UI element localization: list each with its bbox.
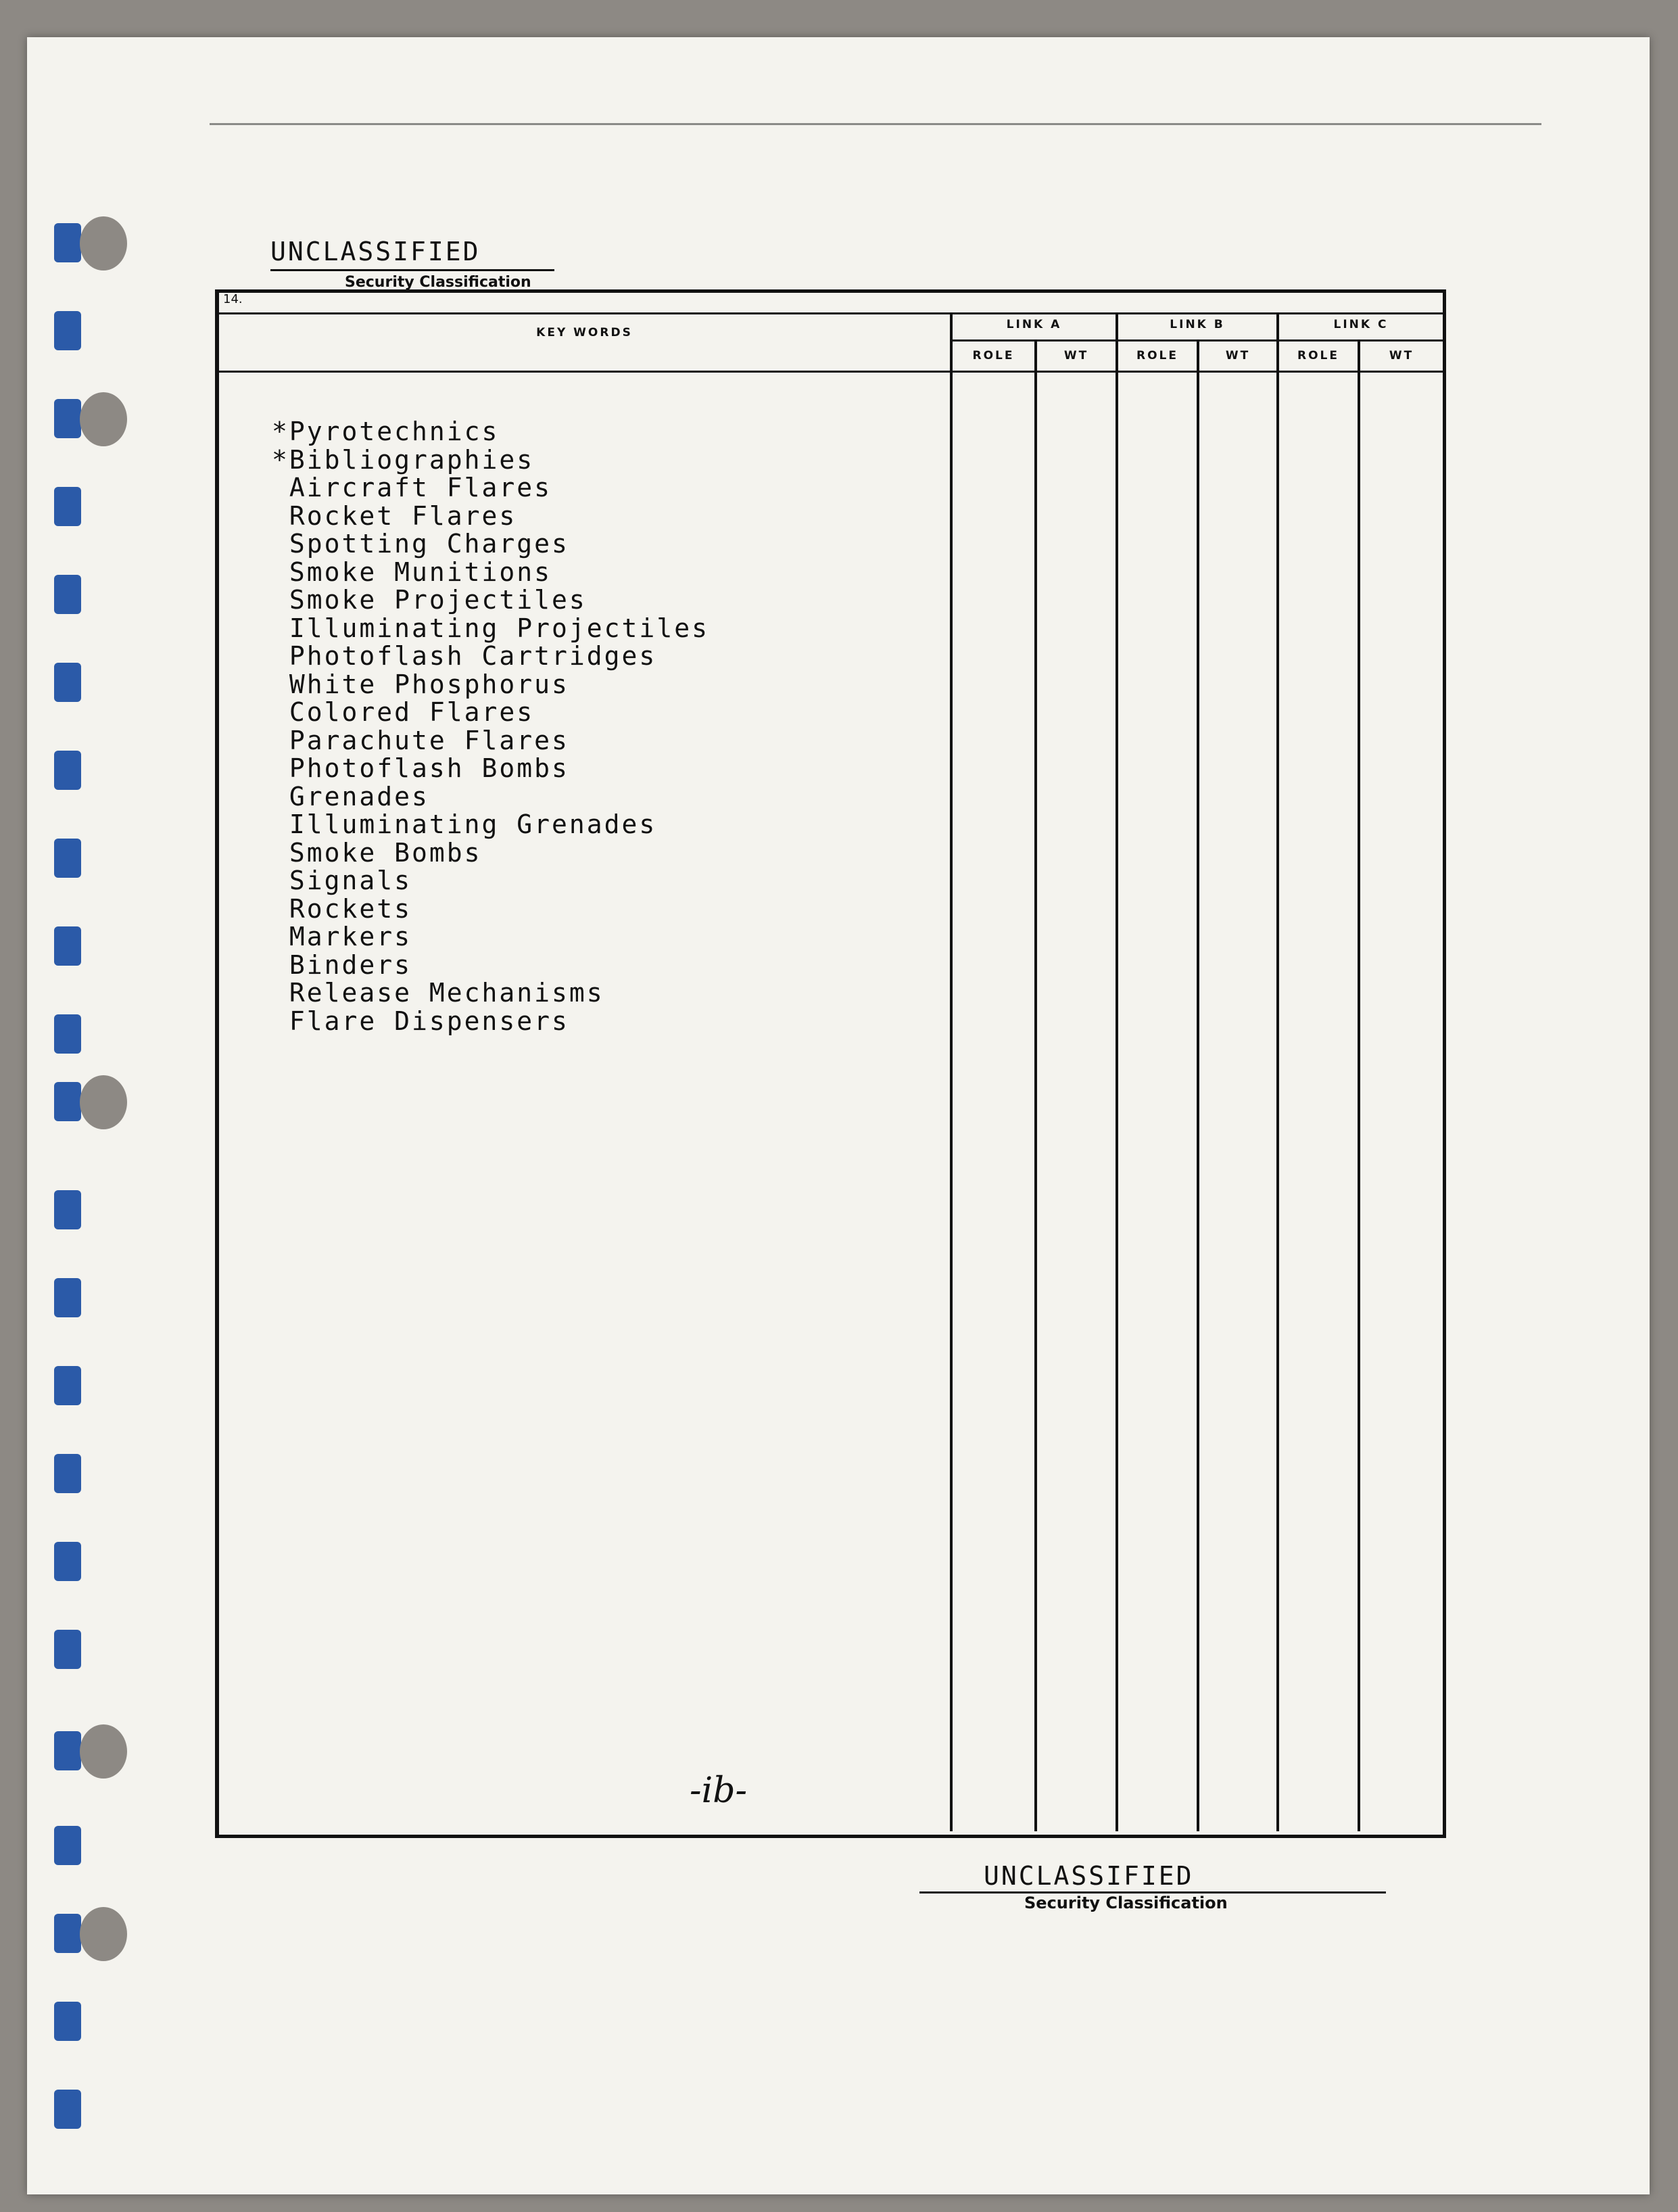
link-c-header: LINK C: [1333, 318, 1389, 331]
top-inner-rule: [219, 312, 1443, 314]
link-b-wt: WT: [1225, 349, 1251, 362]
keyword-item: Colored Flares: [272, 697, 535, 727]
col-divider-link-bc: [1276, 312, 1279, 1831]
keyword-item: *Bibliographies: [272, 444, 535, 475]
keyword-item: Photoflash Cartridges: [272, 641, 657, 671]
keywords-list: [272, 418, 709, 1035]
keyword-item: Rocket Flares: [272, 500, 517, 531]
keyword-item: Smoke Bombs: [272, 837, 482, 868]
col-divider-b: [1197, 339, 1199, 1831]
keyword-item: Markers: [272, 922, 412, 951]
link-c-role: ROLE: [1297, 349, 1339, 362]
spiral-binding: [0, 0, 81, 2212]
keyword-item: Rockets: [272, 893, 412, 924]
link-a-role: ROLE: [972, 349, 1015, 362]
footer-classification: UNCLASSIFIED: [984, 1861, 1194, 1891]
bleed-through-line: [210, 123, 1541, 125]
col-divider-link-ab: [1116, 312, 1118, 1831]
keyword-item: Illuminating Grenades: [272, 809, 657, 839]
col-divider-keywords: [950, 312, 953, 1831]
keyword-item: Flare Dispensers: [272, 1006, 569, 1036]
keyword-item: Grenades: [272, 781, 429, 811]
keyword-item: Spotting Charges: [272, 529, 569, 559]
col-divider-a: [1034, 339, 1037, 1831]
link-b-role: ROLE: [1136, 349, 1178, 362]
keyword-item: Photoflash Bombs: [272, 753, 569, 783]
keyword-item: White Phosphorus: [272, 669, 569, 699]
link-a-wt: WT: [1063, 349, 1089, 362]
header-bottom-rule: [219, 371, 1443, 373]
keyword-item: *Pyrotechnics: [272, 417, 500, 446]
link-a-header: LINK A: [1006, 318, 1062, 331]
footer-security-label: Security Classification: [1024, 1893, 1228, 1912]
keyword-item: Parachute Flares: [272, 725, 569, 755]
keyword-item: Smoke Projectiles: [272, 585, 587, 615]
link-b-header: LINK B: [1170, 318, 1225, 331]
keyword-item: Release Mechanisms: [272, 978, 604, 1008]
key-words-header: KEY WORDS: [536, 326, 633, 339]
keyword-item: Aircraft Flares: [272, 473, 552, 502]
header-security-label: Security Classification: [345, 274, 531, 291]
keyword-item: Smoke Munitions: [272, 557, 552, 587]
field-number: 14.: [223, 292, 243, 306]
header-rule: [270, 269, 554, 271]
header-classification: UNCLASSIFIED: [270, 237, 481, 266]
col-divider-c: [1358, 339, 1360, 1831]
keyword-item: Illuminating Projectiles: [272, 613, 709, 643]
page-number: -ib-: [690, 1770, 748, 1811]
keyword-item: Binders: [272, 949, 412, 980]
link-c-wt: WT: [1389, 349, 1414, 362]
keyword-item: Signals: [272, 866, 412, 895]
